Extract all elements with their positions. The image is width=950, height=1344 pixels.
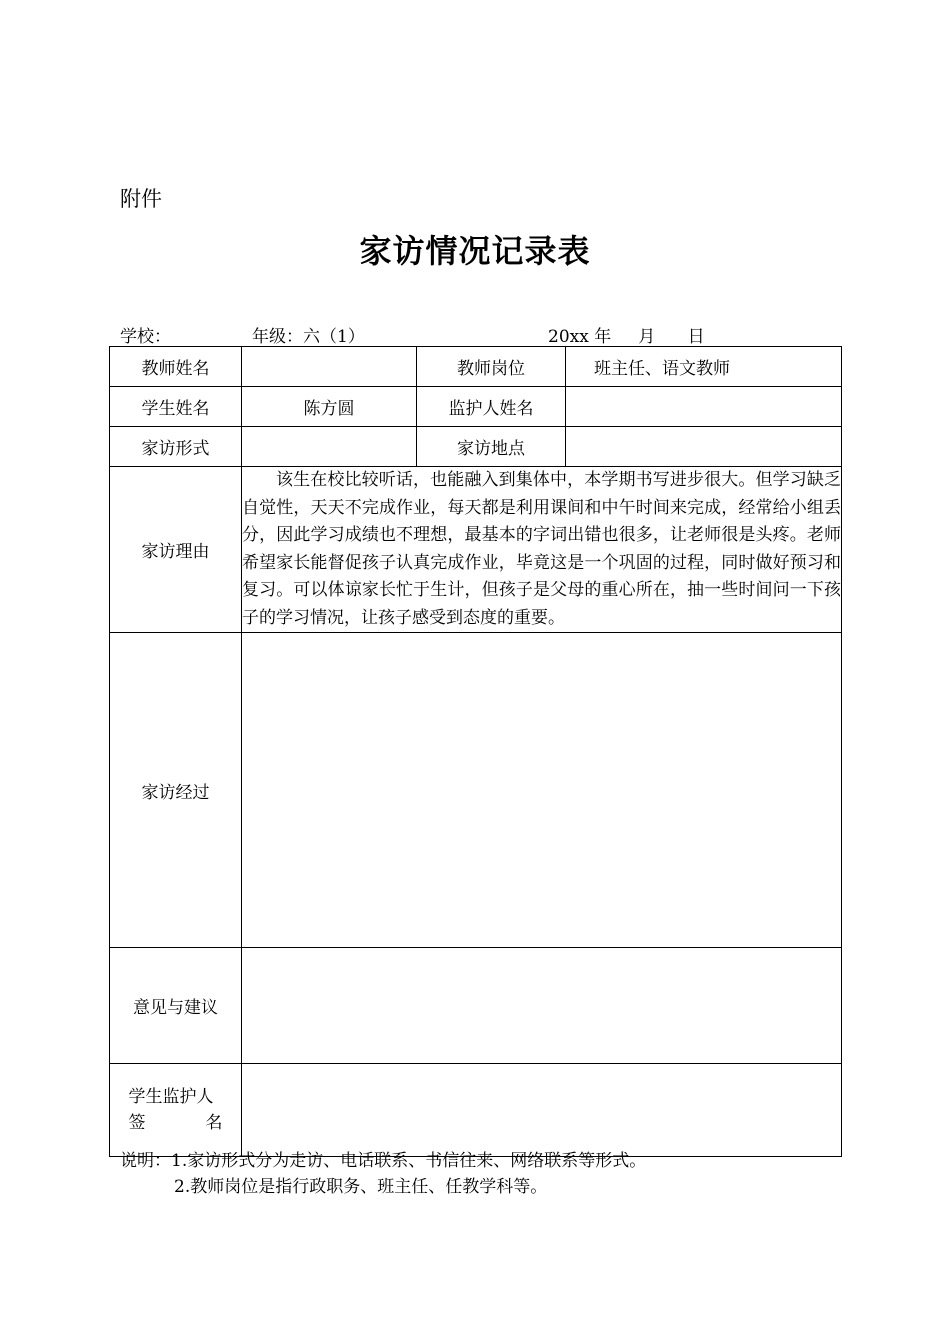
teacher-name-field[interactable] (242, 347, 417, 387)
row-visit-form (110, 427, 842, 467)
visit-reason-field[interactable] (242, 467, 842, 633)
guardian-sign-label (110, 1064, 242, 1157)
page-title: 家访情况记录表 (359, 232, 591, 270)
date-text: 20xx 年 月 日 (548, 327, 705, 347)
guardian-name-field[interactable] (566, 387, 842, 427)
visit-form-label: 家访形式 (110, 427, 242, 467)
attachment-label: 附件 (120, 187, 162, 211)
visit-process-field[interactable] (242, 633, 842, 948)
guardian-sign-label-char1: 签 (128, 1113, 146, 1133)
note-2: 2.教师岗位是指行政职务、班主任、任教学科等。 (174, 1177, 548, 1197)
row-student (110, 387, 842, 427)
note-1: 说明：1.家访形式分为走访、电话联系、书信往来、网络联系等形式。 (120, 1151, 647, 1171)
teacher-name-label: 教师姓名 (110, 347, 242, 387)
visit-reason-label: 家访理由 (110, 467, 242, 633)
row-visit-process (110, 633, 842, 948)
guardian-name-label: 监护人姓名 (417, 387, 566, 427)
opinion-label: 意见与建议 (110, 948, 242, 1064)
opinion-field[interactable] (242, 948, 842, 1064)
row-teacher (110, 347, 842, 387)
teacher-post-label: 教师岗位 (417, 347, 566, 387)
row-opinion (110, 948, 842, 1064)
visit-place-field[interactable] (566, 427, 842, 467)
grade-text: 年级：六（1） (252, 327, 365, 347)
guardian-sign-label-line1: 学生监护人 (128, 1087, 214, 1107)
notes (120, 1148, 646, 1200)
visit-reason-text: 该生在校比较听话，也能融入到集体中，本学期书写进步很大。但学习缺乏自觉性，天天不完成作业，每天都是利用课间和中午时间来完成，经常给小组丢分，因此学习成绩也不理想，最基本的字词出错也很多，让老师很是头疼。老师希望家长能督促孩子认真完成作业，毕竟这是一个巩固的过程，同时做好预习和复习。可以体谅家长忙于生计，但孩子是父母的重心所在，抽一些时间问一下孩子的学习情况，让孩子感受到态度的重要。 (242, 470, 841, 628)
guardian-sign-label-char2: 名 (205, 1113, 223, 1133)
teacher-post-field[interactable]: 班主任、语文教师 (566, 347, 842, 387)
guardian-sign-field[interactable] (242, 1064, 842, 1157)
student-name-field[interactable]: 陈方圆 (242, 387, 417, 427)
school-label: 学校： (120, 327, 171, 347)
visit-form-field[interactable] (242, 427, 417, 467)
visit-process-label: 家访经过 (110, 633, 242, 948)
visit-place-label: 家访地点 (417, 427, 566, 467)
row-visit-reason (110, 467, 842, 633)
row-guardian-sign (110, 1064, 842, 1157)
home-visit-record-table (109, 346, 842, 1157)
student-name-label: 学生姓名 (110, 387, 242, 427)
